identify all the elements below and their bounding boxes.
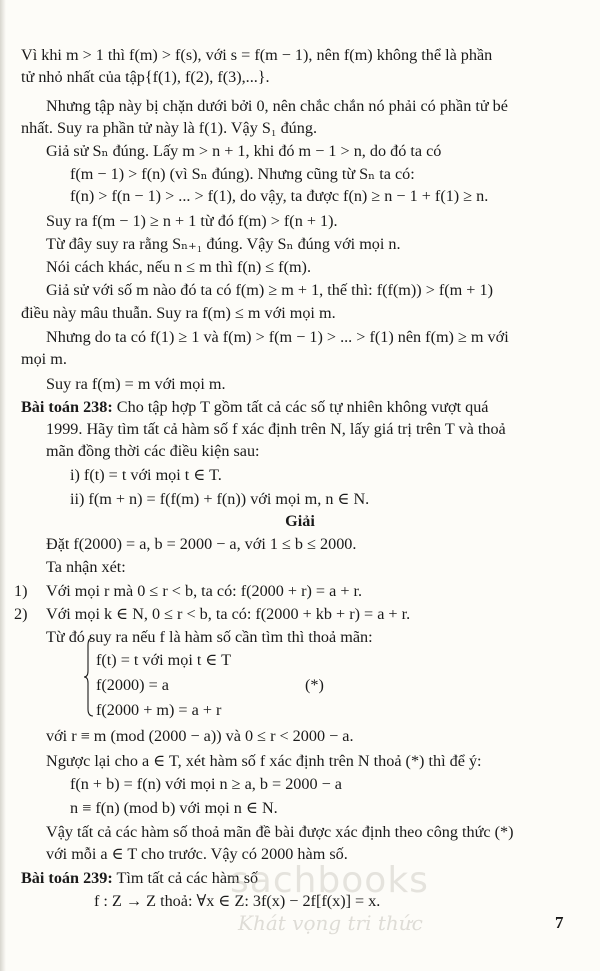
text-line-12: điều này mâu thuẫn. Suy ra f(m) ≤ m với mọi m.	[21, 304, 336, 322]
system-equation-1: f(t) = t với mọi t ∈ T	[96, 651, 232, 669]
solution-line-9: với mỗi a ∈ T cho trước. Vậy có 2000 hàm số.	[46, 845, 348, 863]
text-line-14: mọi m.	[21, 350, 67, 368]
text-line-9: Từ đây suy ra rằng Sₙ₊₁ đúng. Vậy Sₙ đúng với mọi n.	[46, 235, 401, 253]
text-line-4: nhất. Suy ra phần tử này là f(1). Vậy S₁ đúng.	[21, 119, 317, 137]
solution-line-3: Từ đó suy ra nếu f là hàm số cần tìm thì thoả mãn:	[46, 628, 373, 646]
remark-2-text: Với mọi k ∈ N, 0 ≤ r < b, ta có: f(2000 + kb + r) = a + r.	[46, 605, 411, 623]
watermark-slogan: Khát vọng tri thức	[238, 911, 423, 935]
system-equation-2: f(2000) = a	[96, 676, 169, 694]
problem-238-condition-2: ii) f(m + n) = f(f(m) + f(n)) với mọi m, n ∈ N.	[70, 490, 370, 508]
text-line-8: Suy ra f(m − 1) ≥ n + 1 từ đó f(m) > f(n + 1).	[46, 212, 338, 230]
problem-239-line-1	[21, 867, 258, 889]
problem-238-line-2: 1999. Hãy tìm tất cả hàm số f xác định trên N, lấy giá trị trên T và thoả	[46, 420, 506, 438]
solution-line-8: Vậy tất cả các hàm số thoả mãn đề bài được xác định theo công thức (*)	[46, 823, 514, 841]
remark-1-number: 1)	[14, 582, 28, 600]
solution-line-4: với r ≡ m (mod (2000 − a)) và 0 ≤ r < 2000 − a.	[46, 727, 354, 745]
text-line-13: Nhưng do ta có f(1) ≥ 1 và f(m) > f(m − 1) > ... > f(1) nên f(m) ≥ m với	[46, 328, 509, 346]
solution-heading: Giải	[285, 512, 315, 530]
text-line-2: tử nhỏ nhất của tập{f(1), f(2), f(3),...}.	[21, 68, 270, 86]
watermark-brand: sachbooks	[230, 860, 429, 901]
problem-238-text-1: Cho tập hợp T gồm tất cả các số tự nhiên không vượt quá	[112, 398, 489, 416]
system-equation-3: f(2000 + m) = a + r	[96, 701, 222, 719]
text-line-15: Suy ra f(m) = m với mọi m.	[46, 375, 226, 393]
text-line-7: f(n) > f(n − 1) > ... > f(1), do vậy, ta được f(n) ≥ n − 1 + f(1) ≥ n.	[70, 187, 489, 205]
problem-238-condition-1: i) f(t) = t với mọi t ∈ T.	[70, 466, 222, 484]
problem-238-label: Bài toán 238:	[21, 398, 113, 416]
solution-line-1: Đặt f(2000) = a, b = 2000 − a, với 1 ≤ b ≤ 2000.	[46, 535, 357, 553]
solution-line-5: Ngược lại cho a ∈ T, xét hàm số f xác định trên N thoả (*) thì để ý:	[46, 752, 482, 770]
problem-239-label: Bài toán 239:	[21, 869, 113, 887]
text-line-3: Nhưng tập này bị chặn dưới bởi 0, nên chắc chắn nó phải có phần tử bé	[46, 97, 508, 115]
problem-239-line-2: f : Z → Z thoả: ∀x ∈ Z: 3f(x) − 2f[f(x)] = x.	[94, 892, 381, 910]
solution-line-6: f(n + b) = f(n) với mọi n ≥ a, b = 2000 − a	[70, 775, 342, 793]
problem-239-text-1: Tìm tất cả các hàm số	[112, 869, 259, 887]
remark-2-number: 2)	[14, 605, 28, 623]
text-line-5: Giả sử Sₙ đúng. Lấy m > n + 1, khi đó m − 1 > n, do đó ta có	[46, 142, 442, 160]
text-line-6: f(m − 1) > f(n) (vì Sₙ đúng). Nhưng cũng từ Sₙ ta có:	[70, 165, 415, 183]
problem-238-line-1	[21, 396, 489, 418]
solution-line-2: Ta nhận xét:	[46, 558, 126, 576]
text-line-11: Giả sử với số m nào đó ta có f(m) ≥ m + 1, thế thì: f(f(m)) > f(m + 1)	[46, 281, 493, 299]
text-line-10: Nói cách khác, nếu n ≤ m thì f(n) ≤ f(m).	[46, 258, 311, 276]
system-brace-icon	[84, 637, 94, 717]
solution-line-7: n ≡ f(n) (mod b) với mọi n ∈ N.	[70, 799, 278, 817]
remark-1-text: Với mọi r mà 0 ≤ r < b, ta có: f(2000 + r) = a + r.	[46, 582, 363, 600]
problem-238-line-3: mãn đồng thời các điều kiện sau:	[46, 442, 260, 460]
page-number: 7	[555, 913, 564, 932]
text-line-1: Vì khi m > 1 thì f(m) > f(s), với s = f(m − 1), nên f(m) không thể là phần	[21, 46, 493, 64]
system-tag: (*)	[305, 676, 324, 694]
